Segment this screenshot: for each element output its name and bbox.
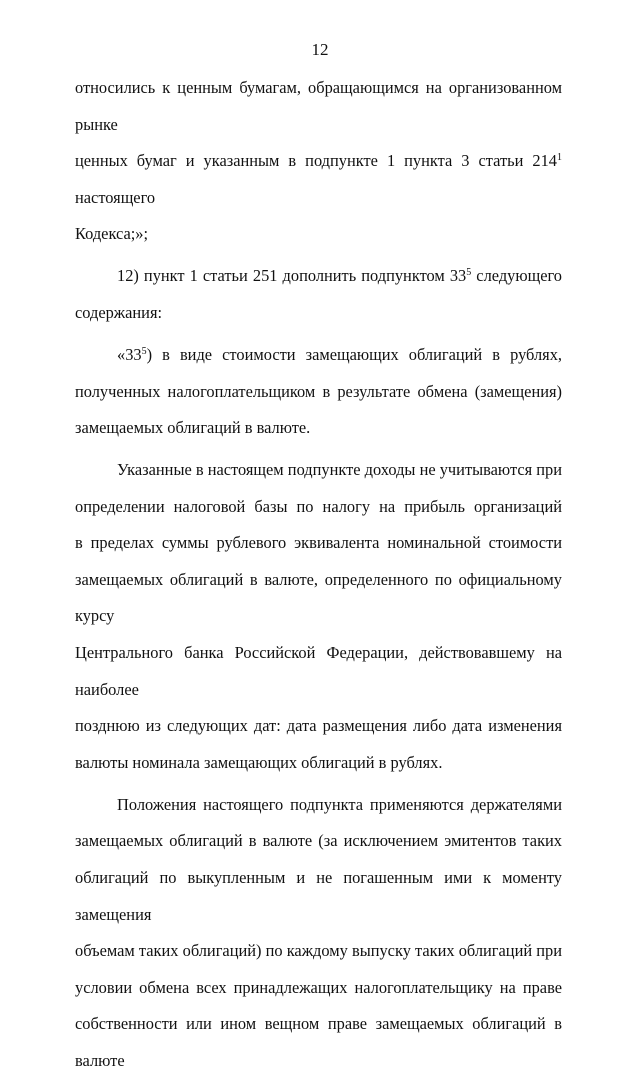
paragraph-line bbox=[75, 562, 562, 635]
paragraph-line bbox=[75, 745, 562, 782]
paragraph-line bbox=[75, 708, 562, 745]
text-span: замещаемых облигаций в валюте. bbox=[75, 418, 311, 438]
text-span: содержания: bbox=[75, 302, 163, 322]
paragraph-line bbox=[75, 216, 562, 253]
paragraph-line bbox=[75, 933, 562, 970]
text-span: Положения настоящего подпункта применяются держателями bbox=[117, 794, 562, 814]
text-span: замещаемых облигаций в валюте, определенного по официальному курсу bbox=[75, 569, 562, 626]
text-span: условии обмена всех принадлежащих налогоплательщику на праве bbox=[75, 977, 562, 997]
text-span: «33 bbox=[117, 344, 142, 364]
text-span: замещаемых облигаций в валюте (за исключением эмитентов таких bbox=[75, 831, 562, 851]
text-span: в пределах суммы рублевого эквивалента номинальной стоимости bbox=[75, 533, 562, 553]
text-span: Кодекса;»; bbox=[75, 224, 149, 244]
paragraph-line bbox=[75, 635, 562, 708]
paragraph-line bbox=[75, 787, 562, 824]
text-span: позднюю из следующих дат: дата размещения либо дата изменения bbox=[75, 716, 562, 736]
text-span: собственности или ином вещном праве замещаемых облигаций в валюте bbox=[75, 1014, 562, 1070]
text-span: объемам таких облигаций) по каждому выпуску таких облигаций при bbox=[75, 941, 562, 961]
superscript: 1 bbox=[557, 152, 562, 164]
text-span: полученных налогоплательщиком в результате обмена (замещения) bbox=[75, 381, 562, 401]
paragraph-line bbox=[75, 860, 562, 933]
paragraph-line bbox=[75, 452, 562, 489]
paragraph-line bbox=[75, 823, 562, 860]
text-span: настоящего bbox=[75, 187, 156, 207]
text-span: облигаций по выкупленным и не погашенным ими к моменту замещения bbox=[75, 868, 562, 924]
paragraph-line bbox=[75, 374, 562, 411]
text-span: следующего bbox=[471, 266, 563, 286]
text-span: определении налоговой базы по налогу на прибыль организаций bbox=[75, 496, 562, 516]
paragraph-line bbox=[75, 70, 562, 143]
superscript: 5 bbox=[141, 345, 147, 357]
paragraph-line bbox=[75, 1006, 562, 1079]
paragraph-line bbox=[75, 410, 562, 447]
text-span: относились к ценным бумагам, обращающимся на организованном рынке bbox=[75, 78, 562, 134]
text-span: 12) пункт 1 статьи 251 дополнить подпунктом 33 bbox=[117, 266, 467, 286]
text-span: Указанные в настоящем подпункте доходы не учитываются при bbox=[117, 460, 562, 480]
paragraph-line bbox=[75, 489, 562, 526]
page-number: 12 bbox=[311, 40, 329, 59]
paragraph-line bbox=[75, 295, 562, 332]
document-body bbox=[75, 70, 562, 1080]
paragraph-line bbox=[75, 143, 562, 216]
paragraph-line bbox=[75, 258, 562, 295]
text-span: ценных бумаг и указанным в подпункте 1 пункта 3 статьи 214 bbox=[75, 151, 557, 171]
text-span: Центрального банка Российской Федерации, действовавшему на наиболее bbox=[75, 643, 562, 699]
paragraph-line bbox=[75, 970, 562, 1007]
text-span: валюты номинала замещающих облигаций в рублях. bbox=[75, 752, 443, 772]
text-span: ) в виде стоимости замещающих облигаций в рублях, bbox=[146, 344, 562, 364]
paragraph-line bbox=[75, 525, 562, 562]
superscript: 5 bbox=[466, 267, 472, 279]
paragraph-line bbox=[75, 337, 562, 374]
